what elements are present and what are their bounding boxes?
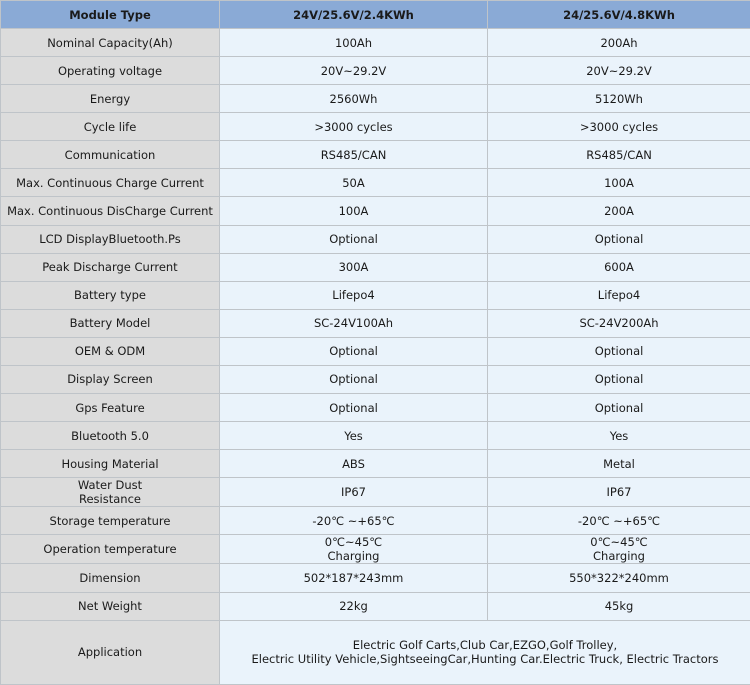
row-value-2: Lifepo4 (488, 281, 750, 309)
table-row (1, 57, 750, 85)
row-label: Communication (1, 141, 220, 169)
row-value-2: 5120Wh (488, 85, 750, 113)
row-value-1: Optional (220, 337, 488, 365)
row-value-1: >3000 cycles (220, 113, 488, 141)
application-line: Electric Utility Vehicle,SightseeingCar,Hunting Car.Electric Truck, Electric Tractors (251, 652, 719, 667)
row-label: Max. Continuous DisCharge Current (1, 197, 220, 225)
row-label: Display Screen (1, 365, 220, 393)
row-label: Operation temperature (1, 535, 220, 564)
table-row (1, 507, 750, 535)
row-value-1: Optional (220, 365, 488, 393)
table-row (1, 365, 750, 393)
row-value-1: SC-24V100Ah (220, 309, 488, 337)
row-value-2: SC-24V200Ah (488, 309, 750, 337)
row-value-1: -20℃ ~+65℃ (220, 507, 488, 535)
table-row (1, 253, 750, 281)
row-value-1: 2560Wh (220, 85, 488, 113)
application-line: Electric Golf Carts,Club Car,EZGO,Golf Trolley, (352, 638, 618, 653)
table-row (1, 450, 750, 478)
row-value-2: Metal (488, 450, 750, 478)
row-value-2 (488, 535, 750, 564)
header-module-type: Module Type (1, 1, 220, 29)
row-label: Operating voltage (1, 57, 220, 85)
table-row (1, 197, 750, 225)
row-label: Nominal Capacity(Ah) (1, 29, 220, 57)
row-value-1: 502*187*243mm (220, 564, 488, 592)
row-value-1: 300A (220, 253, 488, 281)
row-value-2: Yes (488, 422, 750, 450)
row-value-1: RS485/CAN (220, 141, 488, 169)
table-row (1, 478, 750, 507)
row-value-1: 50A (220, 169, 488, 197)
row-label: Max. Continuous Charge Current (1, 169, 220, 197)
row-label (1, 478, 220, 507)
table-row (1, 422, 750, 450)
row-value-2: >3000 cycles (488, 113, 750, 141)
row-label-line: Water Dust (77, 478, 143, 493)
row-value-1: IP67 (220, 478, 488, 507)
row-value-1: Lifepo4 (220, 281, 488, 309)
row-label: Cycle life (1, 113, 220, 141)
row-value-line: 0℃~45℃ (324, 535, 383, 550)
header-row (1, 1, 750, 29)
table-row (1, 535, 750, 564)
table-row (1, 281, 750, 309)
application-value (220, 620, 750, 684)
table-row (1, 592, 750, 620)
table-row (1, 169, 750, 197)
row-value-1: 100Ah (220, 29, 488, 57)
row-value-2: Optional (488, 365, 750, 393)
row-label: Net Weight (1, 592, 220, 620)
row-value-2: 20V~29.2V (488, 57, 750, 85)
table-row (1, 225, 750, 253)
row-value-2: 45kg (488, 592, 750, 620)
row-value-2: 200A (488, 197, 750, 225)
table-row (1, 113, 750, 141)
row-value-line: Charging (593, 549, 645, 564)
table-row (1, 564, 750, 592)
row-value-1: 22kg (220, 592, 488, 620)
row-value-2: -20℃ ~+65℃ (488, 507, 750, 535)
row-value-2: 200Ah (488, 29, 750, 57)
row-label: Dimension (1, 564, 220, 592)
row-value-2: Optional (488, 225, 750, 253)
row-value-line: Charging (327, 549, 380, 564)
row-label: LCD DisplayBluetooth.Ps (1, 225, 220, 253)
table-row (1, 337, 750, 365)
row-value-2: 100A (488, 169, 750, 197)
row-label: Housing Material (1, 450, 220, 478)
row-label: Peak Discharge Current (1, 253, 220, 281)
row-value-2: 550*322*240mm (488, 564, 750, 592)
row-value-1: ABS (220, 450, 488, 478)
row-value-2: 600A (488, 253, 750, 281)
row-value-2: Optional (488, 337, 750, 365)
row-value-1: Optional (220, 394, 488, 422)
row-label: Bluetooth 5.0 (1, 422, 220, 450)
row-label-line: Resistance (79, 492, 141, 507)
row-label: Battery Model (1, 309, 220, 337)
row-label: Energy (1, 85, 220, 113)
row-label: Battery type (1, 281, 220, 309)
application-label: Application (1, 620, 220, 684)
row-value-line: 0℃~45℃ (590, 535, 648, 550)
row-value-1 (220, 535, 488, 564)
application-row (1, 620, 750, 684)
row-label: Gps Feature (1, 394, 220, 422)
table-row (1, 85, 750, 113)
row-value-2: RS485/CAN (488, 141, 750, 169)
row-label: OEM & ODM (1, 337, 220, 365)
table-row (1, 394, 750, 422)
header-model-4-8kwh: 24/25.6V/4.8KWh (488, 1, 750, 29)
header-model-2-4kwh: 24V/25.6V/2.4KWh (220, 1, 488, 29)
table-row (1, 309, 750, 337)
row-value-1: Optional (220, 225, 488, 253)
table-row (1, 141, 750, 169)
row-value-1: Yes (220, 422, 488, 450)
row-value-1: 20V~29.2V (220, 57, 488, 85)
row-value-2: IP67 (488, 478, 750, 507)
row-value-1: 100A (220, 197, 488, 225)
row-label: Storage temperature (1, 507, 220, 535)
row-value-2: Optional (488, 394, 750, 422)
table-row (1, 29, 750, 57)
